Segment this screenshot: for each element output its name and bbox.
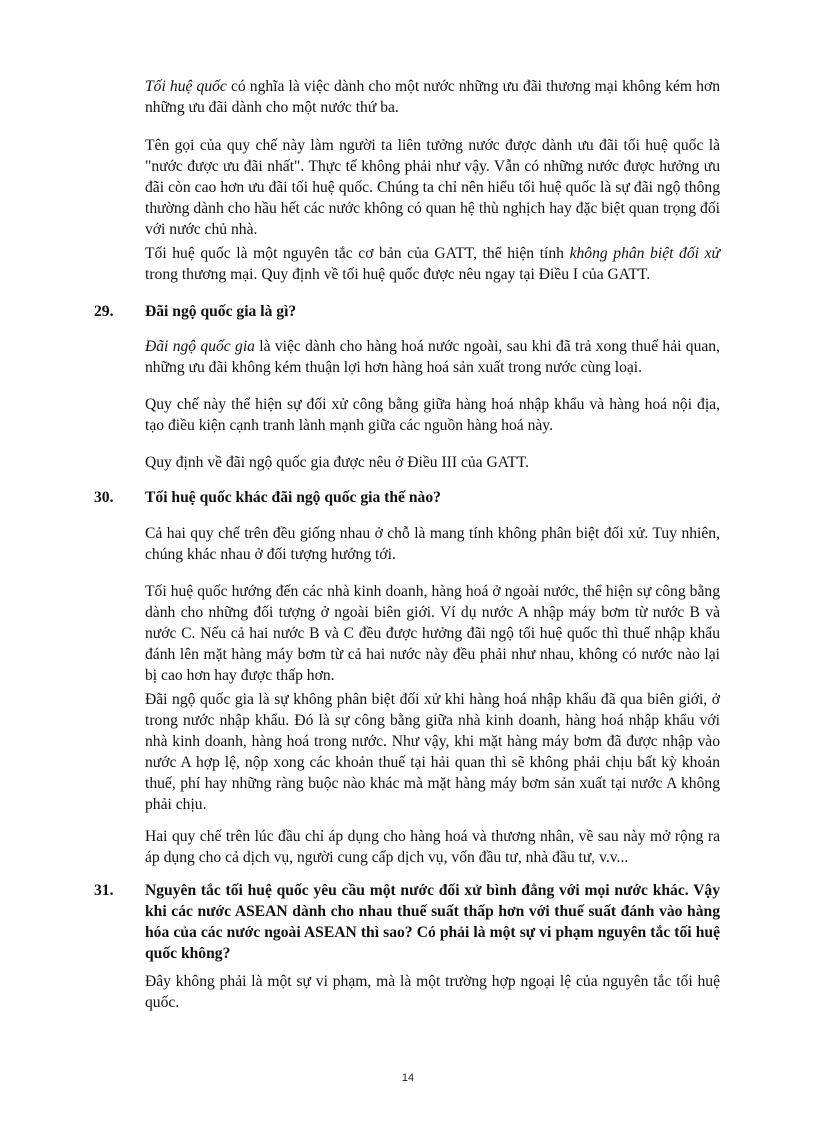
paragraph-mfn-gatt: Tối huệ quốc là một nguyên tắc cơ bản của GATT, thể hiện tính không phân biệt đối xử trong thương mại. Quy định về tối huệ quốc được nêu ngay tại Điều I của GATT. xyxy=(145,245,720,283)
question-29-number: 29. xyxy=(94,303,114,320)
question-30-number: 30. xyxy=(94,489,114,506)
paragraph-q30-similarity: Cả hai quy chế trên đều giống nhau ở chỗ là mang tính không phân biệt đối xử. Tuy nhiên, chúng khác nhau ở đối tượng hướng tới. xyxy=(145,525,720,563)
question-30-title: Tối huệ quốc khác đãi ngộ quốc gia thế nào? xyxy=(145,489,441,506)
paragraph-q31-answer: Đây không phải là một sự vi phạm, mà là một trường hợp ngoại lệ của nguyên tắc tối huệ quốc. xyxy=(145,973,720,1011)
paragraph-q30-national-treatment: Đãi ngộ quốc gia là sự không phân biệt đối xử khi hàng hoá nhập khẩu đã qua biên giới, ở trong nước nhập khẩu. Đó là sự công bằng giữa nhà kinh doanh, hàng hoá nhập khẩu với nhà kinh doanh, hàng hoá trong nước. Như vậy, khi mặt hàng máy bơm đã được nhập vào nước A hợp lệ, nộp xong các khoản thuế tại hải quan thì sẽ không phải chịu bất kỳ khoản thuế, phí hay những ràng buộc nào khác mà mặt hàng máy bơm sản xuất tại nước A không phải chịu. xyxy=(145,691,720,813)
paragraph-national-treatment-gatt: Quy định về đãi ngộ quốc gia được nêu ở Điều III của GATT. xyxy=(145,454,530,471)
paragraph-national-treatment-definition: Đãi ngộ quốc gia là việc dành cho hàng hoá nước ngoài, sau khi đã trả xong thuế hải quan, những ưu đãi không kém thuận lợi hơn hàng hoá sản xuất trong nước cùng loại. xyxy=(145,338,720,376)
term-mfn: Tối huệ quốc xyxy=(145,78,227,95)
paragraph-mfn-name-meaning: Tên gọi của quy chế này làm người ta liên tưởng nước được dành ưu đãi tối huệ quốc là "nước được ưu đãi nhất". Thực tế không phải như vậy. Vẫn có những nước được hưởng ưu đãi còn cao hơn ưu đãi tối huệ quốc. Chúng ta chỉ nên hiểu tối huệ quốc là sự đãi ngộ thông thường dành cho hầu hết các nước không có quan hệ thù nghịch hay đặc biệt quan trọng đối với nước chủ nhà. xyxy=(145,137,720,238)
question-29-title: Đãi ngộ quốc gia là gì? xyxy=(145,303,297,320)
paragraph-q30-scope: Hai quy chế trên lúc đầu chỉ áp dụng cho hàng hoá và thương nhân, về sau này mở rộng ra áp dụng cho cả dịch vụ, người cung cấp dịch vụ, vốn đầu tư, nhà đầu tư, v.v... xyxy=(145,828,720,866)
paragraph-national-treatment-fairness: Quy chế này thể hiện sự đối xử công bằng giữa hàng hoá nhập khẩu và hàng hoá nội địa, tạo điều kiện cạnh tranh lành mạnh giữa các nguồn hàng hoá này. xyxy=(145,396,720,434)
paragraph-mfn-definition: Tối huệ quốc có nghĩa là việc dành cho một nước những ưu đãi thương mại không kém hơn những ưu đãi dành cho một nước thứ ba. xyxy=(145,78,720,116)
paragraph-q30-mfn-example: Tối huệ quốc hướng đến các nhà kinh doanh, hàng hoá ở ngoài nước, thể hiện sự công bằng dành cho những đối tượng ở ngoài biên giới. Ví dụ nước A nhập máy bơm từ nước B và nước C. Nếu cả hai nước B và C đều được hưởng đãi ngộ tối huệ quốc thì thuế nhập khẩu đánh lên mặt hàng máy bơm từ cả hai nước này đều phải như nhau, không có nước nào lại bị cao hơn hay được thấp hơn. xyxy=(145,583,720,684)
term-non-discrimination: không phân biệt đối xử xyxy=(569,245,720,262)
term-national-treatment: Đãi ngộ quốc gia xyxy=(145,338,255,355)
question-31-number: 31. xyxy=(94,882,114,899)
page-number: 14 xyxy=(401,1072,415,1084)
question-31-title: Nguyên tắc tối huệ quốc yêu cầu một nước đối xử bình đẳng với mọi nước khác. Vậy khi các nước ASEAN dành cho nhau thuế suất thấp hơn với thuế suất đánh vào hàng hóa của các nước ngoài ASEAN thì sao? Có phải là một sự vi phạm nguyên tắc tối huệ quốc không? xyxy=(145,882,720,962)
